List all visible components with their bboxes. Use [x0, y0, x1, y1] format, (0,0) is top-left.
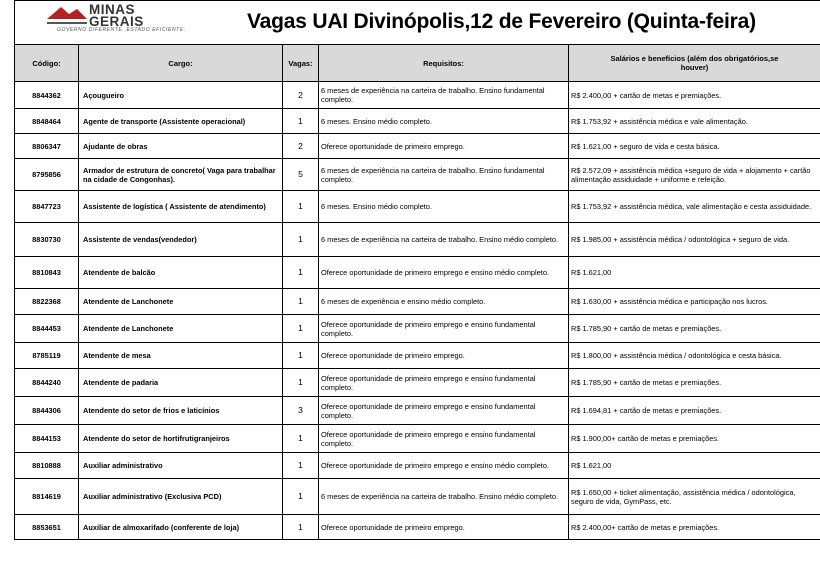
cell-salarios: R$ 1.785,90 + cartão de metas e premiações. — [569, 315, 820, 343]
cell-code: 8822368 — [15, 289, 79, 315]
cell-vagas: 1 — [283, 479, 319, 515]
cell-code: 8844362 — [15, 82, 79, 109]
cell-vagas: 1 — [283, 315, 319, 343]
cell-requisitos: Oferece oportunidade de primeiro emprego. — [319, 343, 569, 369]
table-row — [15, 453, 820, 479]
cell-salarios: R$ 1.621,00 — [569, 453, 820, 479]
cell-requisitos: Oferece oportunidade de primeiro emprego. — [319, 134, 569, 159]
page-title: Vagas UAI Divinópolis,12 de Fevereiro (Quinta-feira) — [247, 10, 756, 33]
table-row — [15, 109, 820, 134]
cell-cargo: Atendente de mesa — [79, 343, 283, 369]
cell-code: 8810843 — [15, 257, 79, 289]
cell-cargo: Atendente do setor de frios e laticínios — [79, 397, 283, 425]
cell-requisitos: Oferece oportunidade de primeiro emprego e ensino fundamental completo. — [319, 425, 569, 453]
table-row — [15, 159, 820, 191]
cell-code: 8814619 — [15, 479, 79, 515]
cell-salarios: R$ 2.572,09 + assistência médica +seguro de vida + alojamento + cartão alimentação assiduidade + uniforme e refeição. — [569, 159, 820, 191]
cell-vagas: 5 — [283, 159, 319, 191]
cell-code: 8844453 — [15, 315, 79, 343]
cell-vagas: 1 — [283, 425, 319, 453]
cell-cargo: Ajudante de obras — [79, 134, 283, 159]
cell-vagas: 1 — [283, 343, 319, 369]
cell-code: 8848464 — [15, 109, 79, 134]
table-row — [15, 343, 820, 369]
cell-cargo: Auxiliar de almoxarifado (conferente de loja) — [79, 515, 283, 540]
cell-requisitos: 6 meses de experiência na carteira de trabalho. Ensino médio completo. — [319, 479, 569, 515]
table-row — [15, 515, 820, 540]
cell-code: 8853651 — [15, 515, 79, 540]
cell-cargo: Atendente de padaria — [79, 369, 283, 397]
column-salarios: Salários e benefícios (além dos obrigatórios,se houver) — [569, 45, 820, 82]
column-cargo: Cargo: — [79, 45, 283, 82]
cell-requisitos: 6 meses de experiência na carteira de trabalho. Ensino médio completo. — [319, 223, 569, 257]
cell-cargo: Agente de transporte (Assistente operacional) — [79, 109, 283, 134]
cell-code: 8844240 — [15, 369, 79, 397]
cell-requisitos: 6 meses de experiência e ensino médio completo. — [319, 289, 569, 315]
cell-requisitos: Oferece oportunidade de primeiro emprego e ensino médio completo. — [319, 453, 569, 479]
cell-requisitos: 6 meses de experiência na carteira de trabalho. Ensino fundamental completo. — [319, 82, 569, 109]
minas-gerais-logo — [47, 4, 197, 34]
cell-code: 8844153 — [15, 425, 79, 453]
cell-requisitos: Oferece oportunidade de primeiro emprego e ensino fundamental completo. — [319, 397, 569, 425]
cell-vagas: 1 — [283, 515, 319, 540]
cell-salarios: R$ 1.650,00 + ticket alimentação, assistência médica / odontológica, seguro de vida, GymPass, etc. — [569, 479, 820, 515]
table-row — [15, 257, 820, 289]
table-row — [15, 289, 820, 315]
cell-vagas: 1 — [283, 109, 319, 134]
cell-vagas: 1 — [283, 223, 319, 257]
table-row — [15, 479, 820, 515]
logo-tagline: GOVERNO DIFERENTE. ESTADO EFICIENTE. — [57, 27, 186, 33]
table-row — [15, 425, 820, 453]
cell-code: 8847723 — [15, 191, 79, 223]
jobs-table — [14, 44, 820, 540]
table-body — [15, 82, 820, 540]
cell-cargo: Açougueiro — [79, 82, 283, 109]
cell-vagas: 2 — [283, 82, 319, 109]
cell-salarios: R$ 1.900,00+ cartão de metas e premiações. — [569, 425, 820, 453]
table-header-row — [15, 45, 820, 82]
cell-cargo: Auxiliar administrativo — [79, 453, 283, 479]
cell-code: 8806347 — [15, 134, 79, 159]
column-requisitos: Requisitos: — [319, 45, 569, 82]
cell-cargo: Atendente de Lanchonete — [79, 289, 283, 315]
mountain-logo-icon — [47, 5, 87, 27]
header — [14, 0, 820, 44]
cell-cargo: Auxiliar administrativo (Exclusiva PCD) — [79, 479, 283, 515]
cell-cargo: Atendente de balcão — [79, 257, 283, 289]
table-row — [15, 369, 820, 397]
table-row — [15, 315, 820, 343]
cell-salarios: R$ 1.800,00 + assistência médica / odontológica e cesta básica. — [569, 343, 820, 369]
table-row — [15, 191, 820, 223]
table-row — [15, 223, 820, 257]
column-vagas: Vagas: — [283, 45, 319, 82]
cell-vagas: 1 — [283, 453, 319, 479]
cell-code: 8810888 — [15, 453, 79, 479]
cell-requisitos: 6 meses. Ensino médio completo. — [319, 109, 569, 134]
cell-requisitos: 6 meses. Ensino médio completo. — [319, 191, 569, 223]
cell-code: 8844306 — [15, 397, 79, 425]
cell-cargo: Assistente de logística ( Assistente de atendimento) — [79, 191, 283, 223]
cell-cargo: Atendente de Lanchonete — [79, 315, 283, 343]
cell-requisitos: Oferece oportunidade de primeiro emprego e ensino fundamental completo. — [319, 315, 569, 343]
cell-vagas: 2 — [283, 134, 319, 159]
cell-salarios: R$ 1.621,00 — [569, 257, 820, 289]
cell-vagas: 1 — [283, 289, 319, 315]
cell-vagas: 1 — [283, 257, 319, 289]
cell-vagas: 1 — [283, 369, 319, 397]
cell-salarios: R$ 1.985,00 + assistência médica / odontológica + seguro de vida. — [569, 223, 820, 257]
cell-cargo: Atendente do setor de hortifrutigranjeiros — [79, 425, 283, 453]
cell-salarios: R$ 2.400,00 + cartão de metas e premiações. — [569, 82, 820, 109]
table-row — [15, 134, 820, 159]
cell-requisitos: Oferece oportunidade de primeiro emprego e ensino fundamental completo. — [319, 369, 569, 397]
logo-name: MINAS GERAIS — [89, 2, 144, 29]
cell-code: 8795856 — [15, 159, 79, 191]
cell-salarios: R$ 1.630,00 + assistência médica e participação nos lucros. — [569, 289, 820, 315]
column-code: Código: — [15, 45, 79, 82]
cell-salarios: R$ 1.785,90 + cartão de metas e premiações. — [569, 369, 820, 397]
cell-code: 8785119 — [15, 343, 79, 369]
table-row — [15, 82, 820, 109]
cell-salarios: R$ 2.400,00+ cartão de metas e premiações. — [569, 515, 820, 540]
cell-requisitos: Oferece oportunidade de primeiro emprego. — [319, 515, 569, 540]
cell-requisitos: 6 meses de experiência na carteira de trabalho. Ensino fundamental completo. — [319, 159, 569, 191]
cell-salarios: R$ 1.621,00 + seguro de vida e cesta básica. — [569, 134, 820, 159]
cell-vagas: 1 — [283, 191, 319, 223]
cell-salarios: R$ 1.753,92 + assistência médica e vale alimentação. — [569, 109, 820, 134]
cell-salarios: R$ 1.753,92 + assistência médica, vale alimentação e cesta assiduidade. — [569, 191, 820, 223]
cell-requisitos: Oferece oportunidade de primeiro emprego e ensino médio completo. — [319, 257, 569, 289]
table-row — [15, 397, 820, 425]
cell-code: 8830730 — [15, 223, 79, 257]
cell-cargo: Assistente de vendas(vendedor) — [79, 223, 283, 257]
cell-vagas: 3 — [283, 397, 319, 425]
cell-salarios: R$ 1.694,81 + cartão de metas e premiações. — [569, 397, 820, 425]
cell-cargo: Armador de estrutura de concreto( Vaga para trabalhar na cidade de Congonhas). — [79, 159, 283, 191]
